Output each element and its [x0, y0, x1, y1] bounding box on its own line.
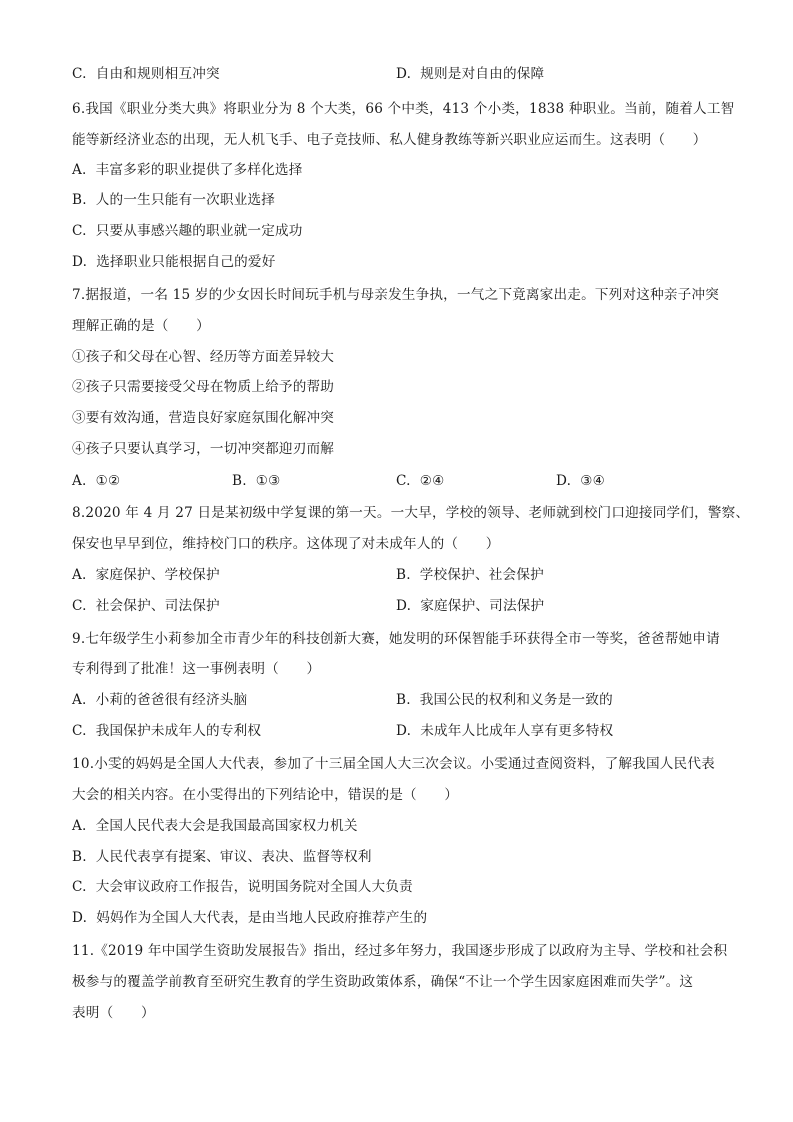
q8-option-a: A. 家庭保护、学校保护: [72, 567, 220, 583]
q6-option-d: D. 选择职业只能根据自己的爱好: [72, 254, 276, 270]
q9-option-b: B. 我国公民的权利和义务是一致的: [396, 692, 613, 708]
q7-option-c: C. ②④: [396, 473, 445, 489]
q11-stem-line-3: 表明（ ）: [72, 1005, 155, 1021]
q7-stem-line-2: 理解正确的是（ ）: [72, 318, 210, 334]
q10-option-d: D. 妈妈作为全国人大代表，是由当地人民政府推荐产生的: [72, 910, 428, 926]
q7-statement-1: ①孩子和父母在心智、经历等方面差异较大: [72, 349, 335, 365]
q10-stem-line-1: 10.小雯的妈妈是全国人大代表，参加了十三届全国人大三次会议。小雯通过查阅资料，了解我国人民代表: [72, 756, 715, 772]
q8-option-c: C. 社会保护、司法保护: [72, 598, 220, 614]
q11-stem-line-2: 极参与的覆盖学前教育至研究生教育的学生资助政策体系，确保“不让一个学生因家庭困难而失学”。这: [72, 974, 694, 990]
q11-stem-line-1: 11.《2019 年中国学生资助发展报告》指出，经过多年努力，我国逐步形成了以政府为主导、学校和社会积: [72, 943, 728, 959]
q7-option-d: D. ③④: [556, 473, 605, 489]
q10-option-c: C. 大会审议政府工作报告，说明国务院对全国人大负责: [72, 879, 413, 895]
q7-statement-4: ④孩子只要认真学习，一切冲突都迎刃而解: [72, 441, 335, 457]
q10-option-a: A. 全国人民代表大会是我国最高国家权力机关: [72, 818, 358, 834]
q9-option-c: C. 我国保护未成年人的专利权: [72, 723, 262, 739]
q9-stem-line-1: 9.七年级学生小莉参加全市青少年的科技创新大赛，她发明的环保智能手环获得全市一等奖，爸爸帮她申请: [72, 631, 720, 647]
q10-option-b: B. 人民代表享有提案、审议、表决、监督等权利: [72, 849, 372, 865]
q8-stem-line-2: 保安也早早到位，维持校门口的秩序。这体现了对未成年人的（ ）: [72, 536, 500, 552]
prev-option-d: D. 规则是对自由的保障: [396, 66, 545, 82]
q8-option-d: D. 家庭保护、司法保护: [396, 598, 545, 614]
q7-stem-line-1: 7.据报道，一名 15 岁的少女因长时间玩手机与母亲发生争执，一气之下竟离家出走。下列对这种亲子冲突: [72, 287, 720, 303]
q6-option-a: A. 丰富多彩的职业提供了多样化选择: [72, 162, 303, 178]
q10-stem-line-2: 大会的相关内容。在小雯得出的下列结论中，错误的是（ ）: [72, 787, 459, 803]
q6-option-b: B. 人的一生只能有一次职业选择: [72, 192, 276, 208]
prev-option-c: C. 自由和规则相互冲突: [72, 66, 220, 82]
q7-statement-3: ③要有效沟通，营造良好家庭氛围化解冲突: [72, 410, 335, 426]
q9-option-d: D. 未成年人比成年人享有更多特权: [396, 723, 614, 739]
q9-option-a: A. 小莉的爸爸很有经济头脑: [72, 692, 248, 708]
q7-statement-2: ②孩子只需要接受父母在物质上给予的帮助: [72, 379, 335, 395]
q6-stem-line-2: 能等新经济业态的出现，无人机飞手、电子竞技师、私人健身教练等新兴职业应运而生。这表明（ ）: [72, 132, 707, 148]
q9-stem-line-2: 专利得到了批准！这一事例表明（ ）: [72, 661, 321, 677]
q7-option-a: A. ①②: [72, 473, 121, 489]
q6-stem-line-1: 6.我国《职业分类大典》将职业分为 8 个大类，66 个中类，413 个小类，1838 种职业。当前，随着人工智: [72, 101, 735, 117]
q6-option-c: C. 只要从事感兴趣的职业就一定成功: [72, 223, 303, 239]
q8-option-b: B. 学校保护、社会保护: [396, 567, 544, 583]
q7-option-b: B. ①③: [232, 473, 281, 489]
q8-stem-line-1: 8.2020 年 4 月 27 日是某初级中学复课的第一天。一大早，学校的领导、老师就到校门口迎接同学们，警察、: [72, 505, 750, 521]
